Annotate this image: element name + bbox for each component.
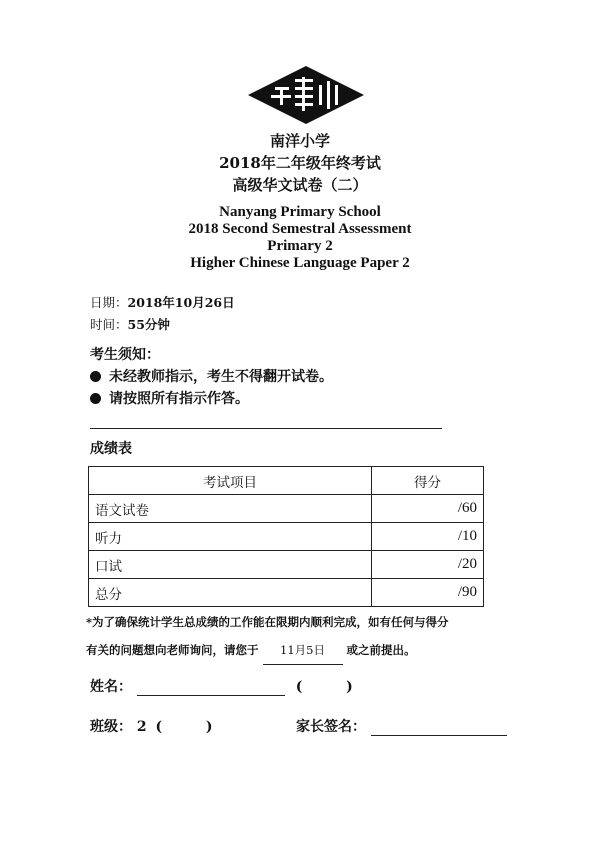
divider-line <box>90 428 442 429</box>
exam-title-cn: 2018年二年级年终考试 <box>219 154 381 172</box>
notice-heading: 考生须知： <box>90 347 160 363</box>
title-block-english <box>0 204 600 272</box>
table-header-row <box>89 467 484 495</box>
exam-title-en: 2018 Second Semestral Assessment <box>188 221 412 237</box>
level-en: Primary 2 <box>267 238 333 254</box>
school-crest-icon <box>247 65 365 125</box>
paren-open: ( <box>295 679 303 695</box>
notice-item <box>90 366 333 388</box>
table-row <box>89 551 484 579</box>
row-item: 总分 <box>89 579 372 607</box>
class-value: 2 <box>136 719 147 735</box>
parent-signature-blank[interactable] <box>371 721 507 736</box>
school-name-cn: 南洋小学 <box>269 132 330 150</box>
table-row <box>89 579 484 607</box>
header-score: 得分 <box>372 467 484 495</box>
row-item: 语文试卷 <box>89 495 372 523</box>
footnote-line-1: *为了确保统计学生总成绩的工作能在限期内顺利完成，如有任何与得分 <box>86 615 449 629</box>
class-field <box>90 716 213 736</box>
date-label: 日期： <box>90 295 128 310</box>
paper-title-en: Higher Chinese Language Paper 2 <box>190 255 410 271</box>
table-row <box>89 523 484 551</box>
time-label: 时间： <box>90 317 128 332</box>
row-item: 听力 <box>89 523 372 551</box>
exam-meta <box>90 292 235 336</box>
time-value: 55分钟 <box>127 317 170 332</box>
row-item: 口试 <box>89 551 372 579</box>
date-value: 2018年10月26日 <box>127 295 235 310</box>
grade-table-title: 成绩表 <box>90 441 132 457</box>
footnote-line-2 <box>86 636 506 665</box>
header-item: 考试项目 <box>89 467 372 495</box>
deadline-date: 11月5日 <box>263 636 343 665</box>
footnote-text: 有关的问题想向老师询问，请您于 <box>86 643 259 657</box>
name-label: 姓名： <box>90 679 132 695</box>
bullet-icon <box>90 393 101 404</box>
notice-item-text: 请按照所有指示作答。 <box>109 391 249 407</box>
name-field <box>90 676 353 696</box>
row-score: /90 <box>372 579 484 607</box>
class-paren-open: ( <box>155 719 163 735</box>
row-score: /60 <box>372 495 484 523</box>
class-label: 班级： <box>90 719 132 735</box>
date-row <box>90 292 235 314</box>
school-name-en: Nanyang Primary School <box>219 204 381 220</box>
footnote <box>86 608 506 665</box>
title-block-chinese <box>0 130 600 196</box>
footnote-text: 或之前提出。 <box>346 643 416 657</box>
notice-item-text: 未经教师指示，考生不得翻开试卷。 <box>109 369 333 385</box>
row-score: /10 <box>372 523 484 551</box>
parent-signature-label: 家长签名： <box>296 719 366 735</box>
row-score: /20 <box>372 551 484 579</box>
paper-title-cn: 高级华文试卷（二） <box>232 176 368 194</box>
name-blank[interactable] <box>137 681 285 696</box>
paren-close: ) <box>346 679 353 695</box>
class-paren-close: ) <box>205 719 213 735</box>
candidate-notice <box>90 344 333 410</box>
time-row <box>90 314 235 336</box>
table-row <box>89 495 484 523</box>
parent-signature-field <box>296 716 507 736</box>
bullet-icon <box>90 371 101 382</box>
notice-item <box>90 388 333 410</box>
grade-table <box>88 466 484 607</box>
